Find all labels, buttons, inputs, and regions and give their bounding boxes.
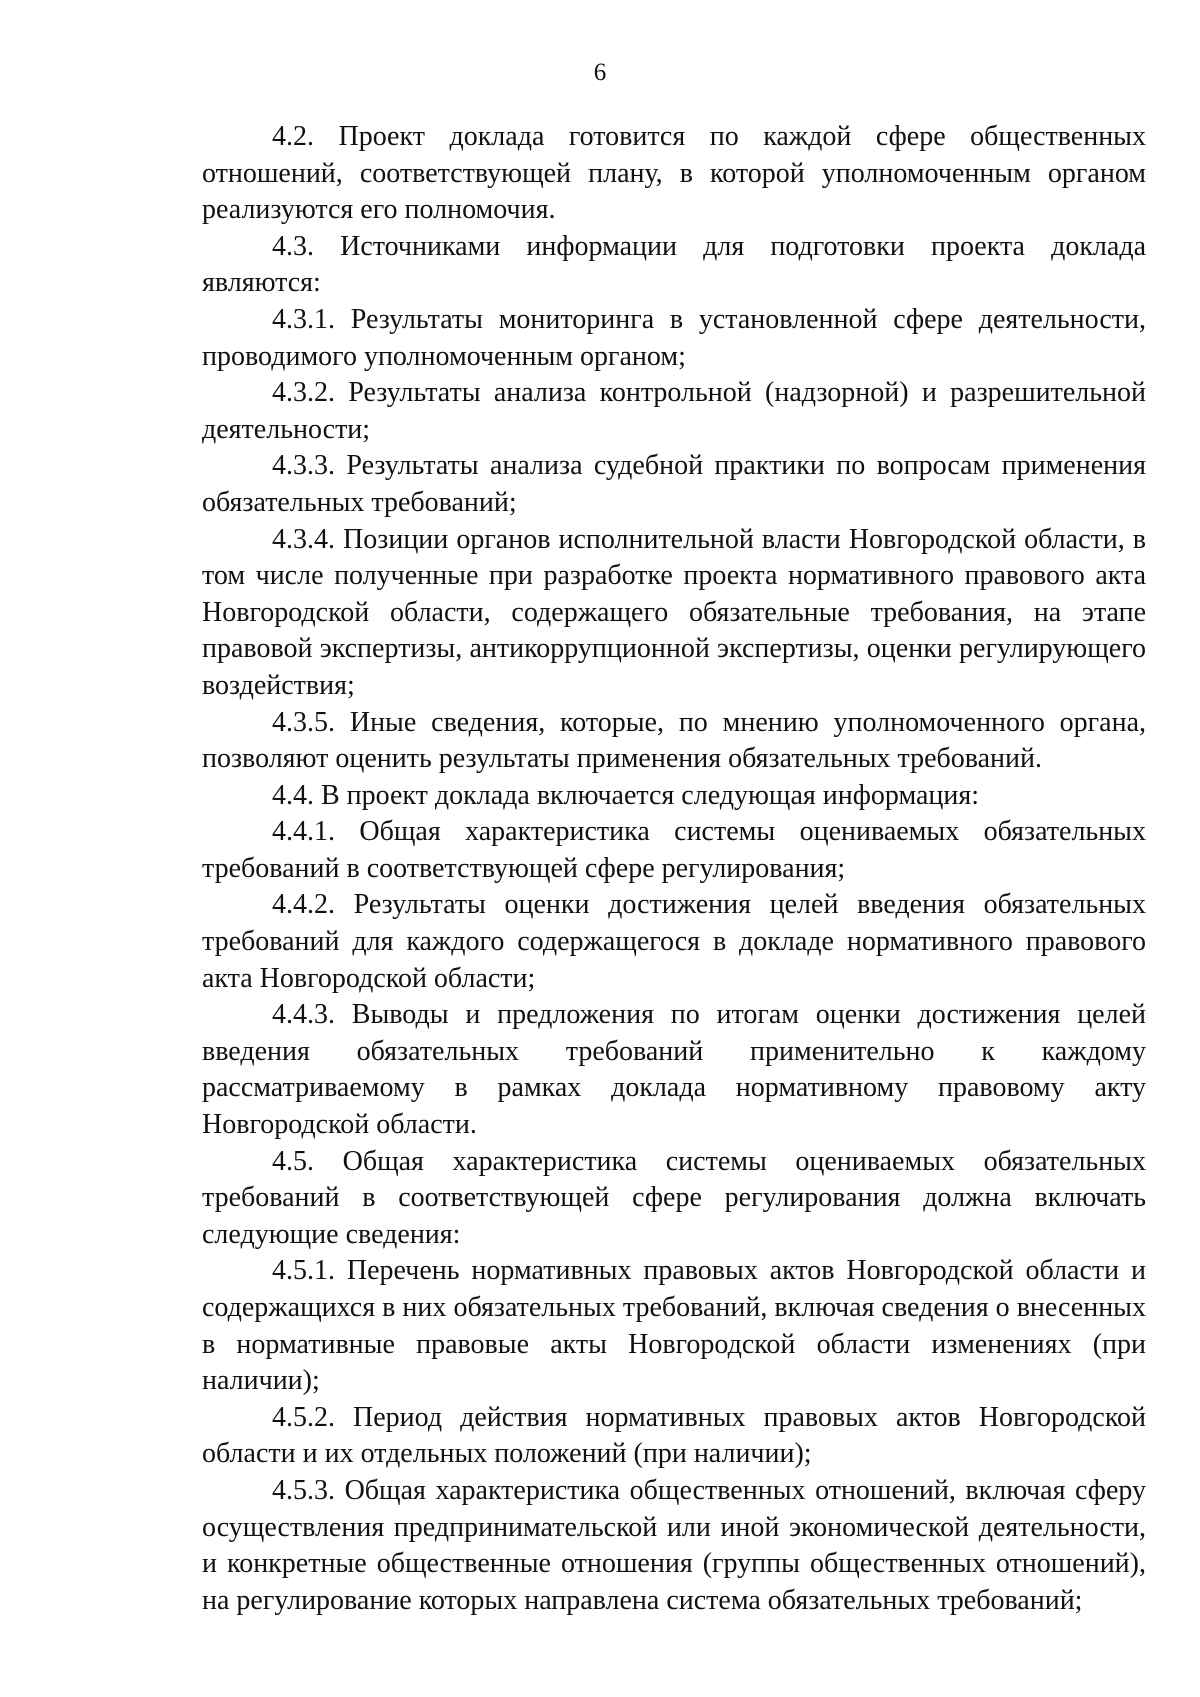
paragraph-4-4: 4.4. В проект доклада включается следующая информация: bbox=[272, 779, 980, 811]
paragraph-4-3-5: 4.3.5. Иные сведения, которые, по мнению уполномоченного органа, позволяют оценить результаты применения обязательных требований. bbox=[202, 706, 1146, 775]
paragraph-4-4-2: 4.4.2. Результаты оценки достижения целей введения обязательных требований для каждого содержащегося в докладе нормативного правового акта Новгородской области; bbox=[202, 889, 1146, 994]
document-body bbox=[202, 119, 1146, 1619]
paragraph-4-5-1: 4.5.1. Перечень нормативных правовых актов Новгородской области и содержащихся в них обязательных требований, включая сведения о внесенных в нормативные правовые акты Новгородской области изменениях (при наличии); bbox=[202, 1255, 1146, 1397]
paragraph-4-3-1: 4.3.1. Результаты мониторинга в установленной сфере деятельности, проводимого уполномоченным органом; bbox=[202, 303, 1146, 372]
paragraph-4-4-3: 4.4.3. Выводы и предложения по итогам оценки достижения целей введения обязательных требований применительно к каждому рассматриваемому в рамках доклада нормативному правовому акту Новгородской области. bbox=[202, 999, 1146, 1141]
paragraph-4-4-1: 4.4.1. Общая характеристика системы оцениваемых обязательных требований в соответствующей сфере регулирования; bbox=[202, 816, 1146, 884]
paragraph-4-3-2: 4.3.2. Результаты анализа контрольной (надзорной) и разрешительной деятельности; bbox=[202, 377, 1146, 445]
paragraph-4-2: 4.2. Проект доклада готовится по каждой сфере общественных отношений, соответствующей плану, в которой уполномоченным органом реализуются его полномочия. bbox=[202, 121, 1146, 226]
paragraph-4-5-3: 4.5.3. Общая характеристика общественных отношений, включая сферу осуществления предпринимательской или иной экономической деятельности, и конкретные общественные отношения (группы общественных отношений), на регулирование которых направлена система обязательных требований; bbox=[202, 1474, 1146, 1616]
page-number: 6 bbox=[593, 59, 607, 86]
paragraph-4-3-3: 4.3.3. Результаты анализа судебной практики по вопросам применения обязательных требований; bbox=[202, 450, 1146, 518]
paragraph-4-3: 4.3. Источниками информации для подготовки проекта доклада являются: bbox=[202, 230, 1146, 299]
paragraph-4-5-2: 4.5.2. Период действия нормативных правовых актов Новгородской области и их отдельных положений (при наличии); bbox=[202, 1401, 1146, 1470]
paragraph-4-5: 4.5. Общая характеристика системы оцениваемых обязательных требований в соответствующей сфере регулирования должна включать следующие сведения: bbox=[202, 1145, 1146, 1250]
paragraph-4-3-4: 4.3.4. Позиции органов исполнительной власти Новгородской области, в том числе полученные при разработке проекта нормативного правового акта Новгородской области, содержащего обязательные требования, на этапе правовой экспертизы, антикоррупционной экспертизы, оценки регулирующего воздействия; bbox=[202, 523, 1146, 701]
